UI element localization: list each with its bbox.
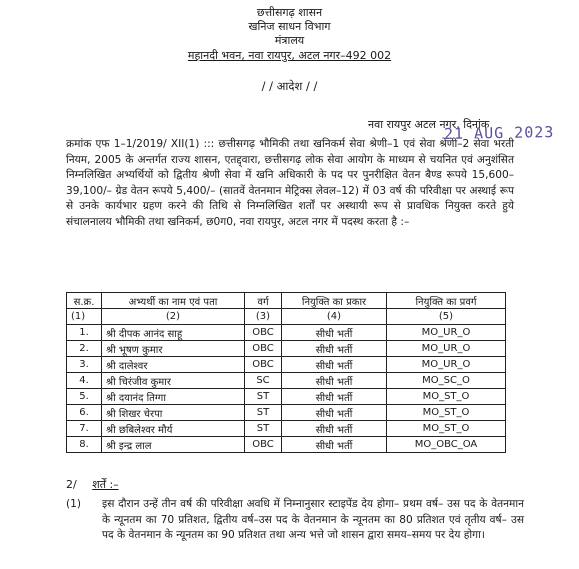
table-row	[67, 325, 506, 341]
table-row	[67, 341, 506, 357]
cell-serial: 8.	[67, 437, 102, 453]
cell-appointment-type: सीधी भर्ती	[282, 325, 387, 341]
cell-appointment-class: MO_ST_O	[387, 389, 506, 405]
condition-text: इस दौरान उन्हें तीन वर्ष की परिवीक्षा अवधि में निम्नानुसार स्टाइपेंड देय होगा– प्रथम वर्ष– उस पद के वेतनमान के न्यूनतम का 70 प्रतिशत, द्वितीय वर्ष–उस पद के वेतनमान के न्यूनतम का 80 प्रतिशत एवं तृतीय वर्ष– उस पद के वेतनमान के न्यूनतम का 90 प्रतिशत तथा अन्य भत्ते जो शासन द्वारा समय–समय पर देय होगा।	[102, 498, 524, 541]
colnum: (2)	[102, 309, 245, 325]
cell-appointment-class: MO_OBC_OA	[387, 437, 506, 453]
cell-name: श्री इन्द्र लाल	[102, 437, 245, 453]
cell-serial: 3.	[67, 357, 102, 373]
cell-appointment-class: MO_SC_O	[387, 373, 506, 389]
cell-serial: 5.	[67, 389, 102, 405]
condition-number: (1)	[66, 498, 82, 510]
cell-category: ST	[245, 421, 282, 437]
cell-category: ST	[245, 389, 282, 405]
order-title: / / आदेश / /	[261, 79, 318, 93]
cell-name: श्री दयानंद तिग्गा	[102, 389, 245, 405]
cell-category: OBC	[245, 437, 282, 453]
cell-name: श्री छबिलेश्वर मौर्य	[102, 421, 245, 437]
cell-category: OBC	[245, 357, 282, 373]
order-paragraph: क्रमांक एफ 1–1/2019/ XII(1) ::: छत्तीसगढ़ भौमिकी तथा खनिकर्म सेवा श्रेणी–1 एवं सेवा श्रेणी–2 सेवा भरती नियम, 2005 के अन्तर्गत राज्य शासन, एतद्द्वारा, छत्तीसगढ़ लोक सेवा आयोग के माध्यम से चयनित एवं अनुशंसित निम्नलिखित अभ्यर्थियों को द्वितीय श्रेणी सेवा में खनि अधिकारी के पद पर पुनरीक्षित वेतन बैण्ड रूपये 15,600–39,100/– ग्रेड वेतन रूपये 5,400/– (सातवें वेतनमान मेट्रिक्स लेवल–12) में 03 वर्ष की परिवीक्षा पर अस्थाई रूप से उनके कार्यभार ग्रहण करने की तिथि से निम्नलिखित शर्तों पर अस्थायी रूप से प्रावधिक नियुक्त करते हुये संचालनालय भौमिकी तथा खनिकर्म, छ0ग0, नवा रायपुर, अटल नगर में पदस्थ करता है :–	[66, 138, 514, 228]
cell-category: ST	[245, 405, 282, 421]
header-government: छत्तीसगढ़ शासन	[256, 6, 323, 19]
cell-serial: 6.	[67, 405, 102, 421]
cell-appointment-class: MO_UR_O	[387, 341, 506, 357]
header-serial: स.क्र.	[67, 293, 102, 309]
cell-appointment-type: सीधी भर्ती	[282, 421, 387, 437]
cell-name: श्री दालेश्वर	[102, 357, 245, 373]
cell-appointment-type: सीधी भर्ती	[282, 357, 387, 373]
cell-appointment-class: MO_ST_O	[387, 421, 506, 437]
table-header-row	[67, 293, 506, 309]
cell-serial: 4.	[67, 373, 102, 389]
colnum: (3)	[245, 309, 282, 325]
colnum: (5)	[387, 309, 506, 325]
header-address: महानदी भवन, नवा रायपुर, अटल नगर–492 002	[187, 49, 392, 62]
table-colnum-row	[67, 309, 506, 325]
conditions-number: 2/	[66, 478, 77, 491]
cell-appointment-class: MO_UR_O	[387, 357, 506, 373]
cell-category: SC	[245, 373, 282, 389]
conditions-title: शर्तें :–	[92, 478, 119, 491]
cell-name: श्री दीपक आनंद साहू	[102, 325, 245, 341]
header-ministry: मंत्रालय	[274, 34, 305, 47]
place-date-label: नवा रायपुर अटल नगर, दिनांक	[368, 118, 490, 131]
cell-category: OBC	[245, 341, 282, 357]
table-row	[67, 405, 506, 421]
date-stamp: 21 AUG 2023	[443, 123, 555, 143]
header-appointment-class: नियुक्ति का प्रवर्ग	[387, 293, 506, 309]
cell-appointment-class: MO_UR_O	[387, 325, 506, 341]
colnum: (1)	[67, 309, 102, 325]
cell-name: श्री शिखर चेरपा	[102, 405, 245, 421]
header-appointment-type: नियुक्ति का प्रकार	[282, 293, 387, 309]
cell-serial: 1.	[67, 325, 102, 341]
table-row	[67, 373, 506, 389]
header-name: अभ्यर्थी का नाम एवं पता	[102, 293, 245, 309]
cell-serial: 2.	[67, 341, 102, 357]
conditions-heading	[66, 477, 119, 492]
table-row	[67, 437, 506, 453]
header-category: वर्ग	[245, 293, 282, 309]
cell-appointment-type: सीधी भर्ती	[282, 373, 387, 389]
cell-appointment-type: सीधी भर्ती	[282, 437, 387, 453]
table-row	[67, 357, 506, 373]
cell-appointment-type: सीधी भर्ती	[282, 405, 387, 421]
appointment-table	[66, 292, 506, 453]
cell-serial: 7.	[67, 421, 102, 437]
table-row	[67, 421, 506, 437]
cell-name: श्री चिरंजीव कुमार	[102, 373, 245, 389]
cell-category: OBC	[245, 325, 282, 341]
cell-appointment-type: सीधी भर्ती	[282, 341, 387, 357]
table-row	[67, 389, 506, 405]
colnum: (4)	[282, 309, 387, 325]
cell-appointment-class: MO_ST_O	[387, 405, 506, 421]
header-department: खनिज साधन विभाग	[248, 20, 331, 33]
cell-name: श्री भूषण कुमार	[102, 341, 245, 357]
cell-appointment-type: सीधी भर्ती	[282, 389, 387, 405]
